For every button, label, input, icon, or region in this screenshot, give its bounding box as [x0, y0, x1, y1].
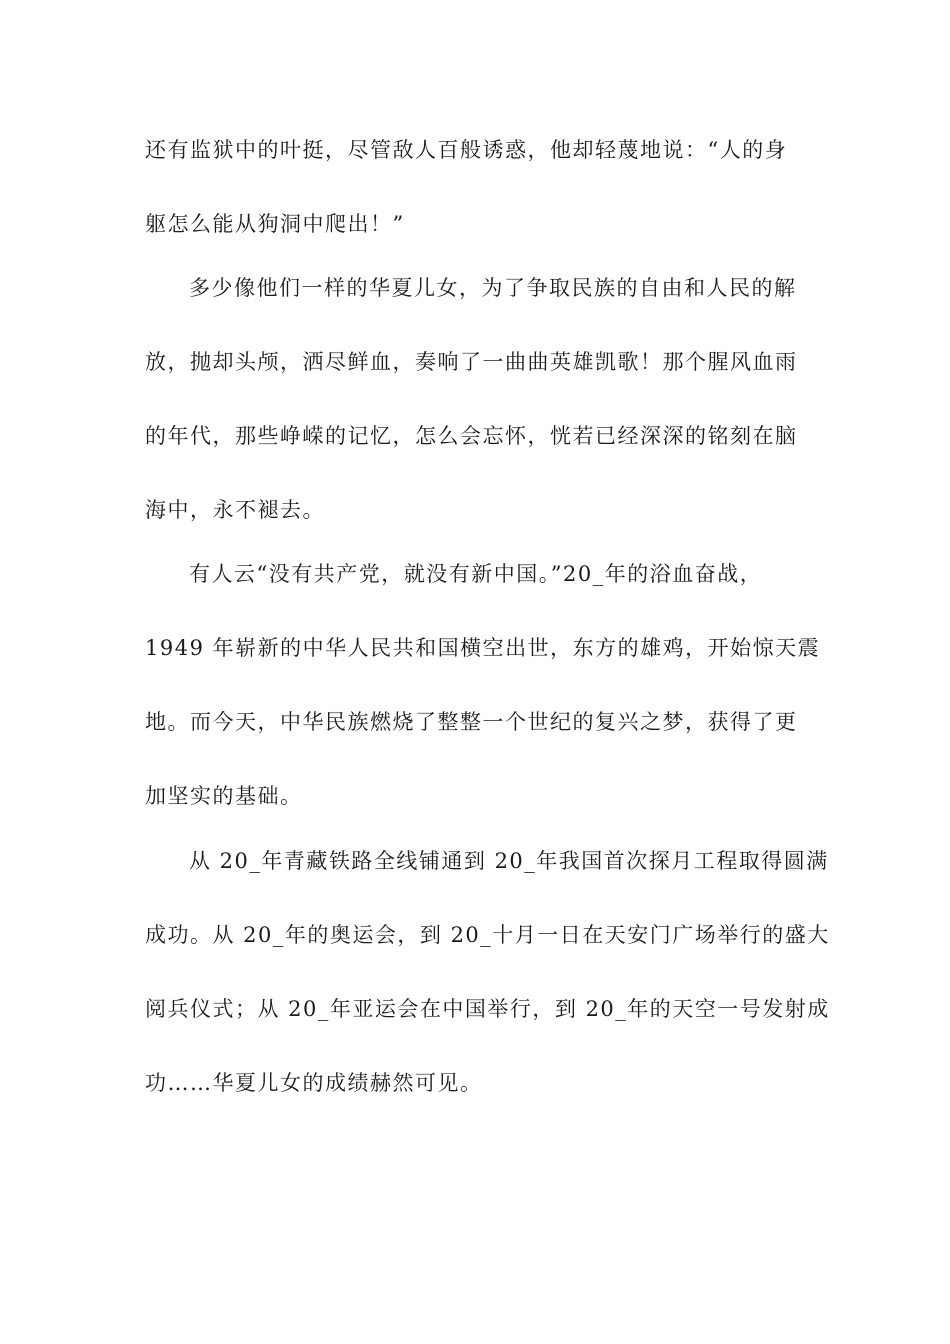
text-line: 成功。从 20_年的奥运会，到 20_十月一日在天安门广场举行的盛大 — [145, 923, 830, 947]
text-line: 海中，永不褪去。 — [145, 498, 325, 522]
paragraph-first-line: 有人云“没有共产党，就没有新中国。”20_年的浴血奋战， — [189, 562, 763, 586]
text-line: 加坚实的基础。 — [145, 784, 303, 808]
paragraph-first-line: 多少像他们一样的华夏儿女，为了争取民族的自由和人民的解 — [189, 276, 797, 300]
text-line: 阅兵仪式；从 20_年亚运会在中国举行，到 20_年的天空一号发射成 — [145, 997, 830, 1021]
text-line: 的年代，那些峥嵘的记忆，怎么会忘怀，恍若已经深深的铭刻在脑 — [145, 424, 798, 448]
text-line: 躯怎么能从狗洞中爬出！” — [145, 212, 405, 236]
text-line: 1949 年崭新的中华人民共和国横空出世，东方的雄鸡，开始惊天震 — [145, 636, 821, 660]
text-line: 地。而今天，中华民族燃烧了整整一个世纪的复兴之梦，获得了更 — [145, 710, 798, 734]
text-line: 放，抛却头颅，洒尽鲜血，奏响了一曲曲英雄凯歌！那个腥风血雨 — [145, 350, 798, 374]
text-line: 功……华夏儿女的成绩赫然可见。 — [145, 1071, 483, 1095]
text-line: 还有监狱中的叶挺，尽管敌人百般诱惑，他却轻蔑地说：“人的身 — [145, 138, 788, 162]
paragraph-first-line: 从 20_年青藏铁路全线铺通到 20_年我国首次探月工程取得圆满 — [189, 849, 829, 873]
